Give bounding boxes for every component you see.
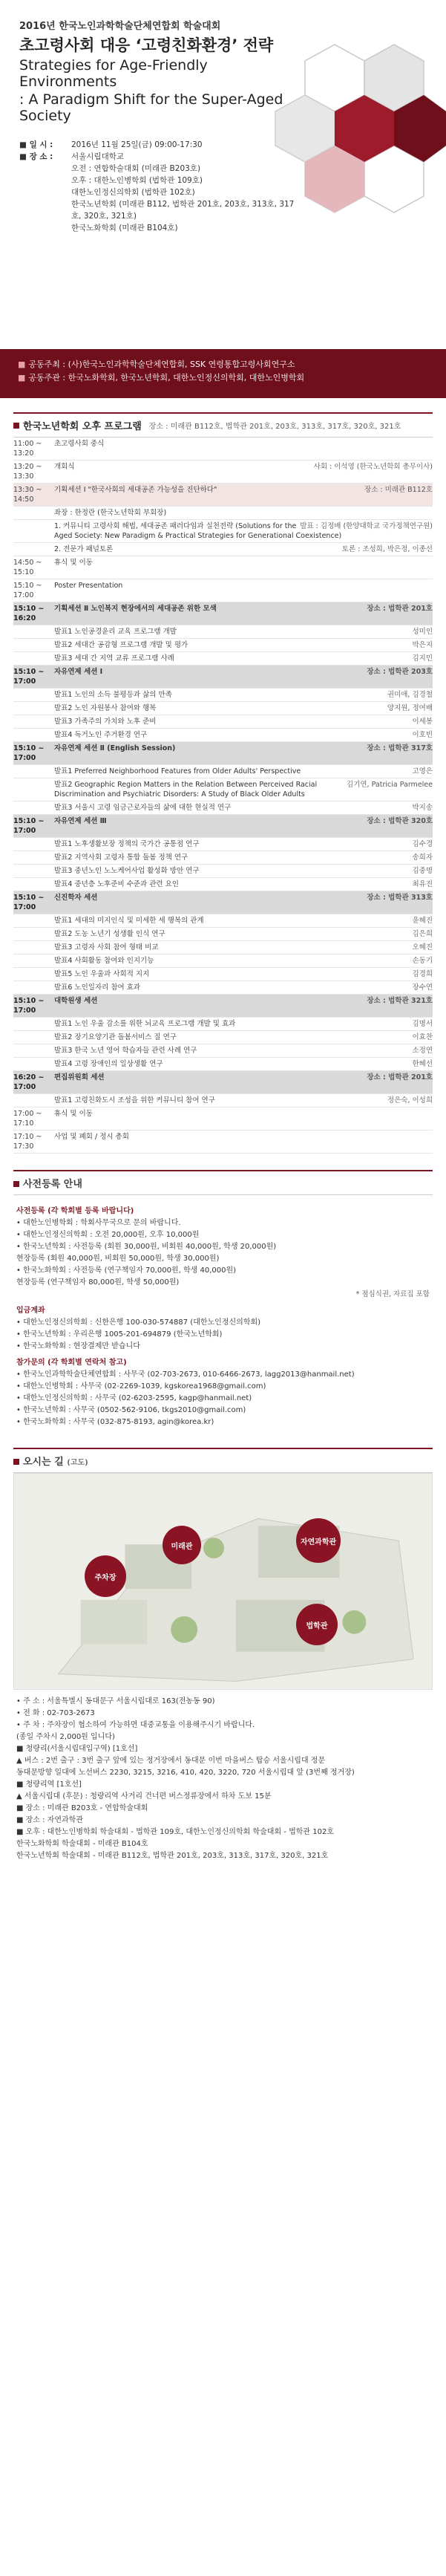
contact-line: • 대한노인병학회 : 사무국 (02-2269-1039, kgskorea1968@gmail.com) xyxy=(16,1382,266,1391)
program-row xyxy=(13,995,433,1018)
program-row xyxy=(13,520,433,543)
program-row xyxy=(13,941,433,954)
contact-line: • 한국노년학회 : 사무국 (0502-562-9106, tkgs2010@gmail.com) xyxy=(16,1406,246,1414)
program-speaker: 김지민 xyxy=(412,654,433,663)
program-body xyxy=(54,853,433,862)
program-row xyxy=(13,1094,433,1108)
program-body xyxy=(54,1073,433,1092)
program-body xyxy=(54,508,433,518)
program-speaker: 성미인 xyxy=(412,628,433,636)
program-header xyxy=(13,412,433,438)
program-body xyxy=(54,780,433,799)
program-body xyxy=(54,1059,433,1069)
program-body xyxy=(54,943,433,952)
program-text: 발표1 노인 우울 감소를 위한 뇌교육 프로그램 개발 및 효과 xyxy=(54,1020,236,1028)
program-text: 발표3 고령자 사회 참여 형태 비교 xyxy=(54,943,159,952)
hero-banner xyxy=(0,0,446,399)
program-row xyxy=(13,968,433,981)
program-body xyxy=(54,803,433,813)
program-row xyxy=(13,666,433,689)
program-speaker: 장수연 xyxy=(412,983,433,992)
program-body xyxy=(54,916,433,926)
account-line: • 한국노화학회 : 현장결제만 받습니다 xyxy=(16,1342,140,1350)
conference-title-en-1: Strategies for Age-Friendly Environments xyxy=(19,57,208,90)
contact-list xyxy=(16,1369,430,1428)
program-body xyxy=(54,654,433,663)
program-body xyxy=(54,969,433,979)
conference-subtitle: 2016년 한국노인과학학술단체연합회 학술대회 xyxy=(19,21,221,32)
program-row xyxy=(13,815,433,838)
program-body xyxy=(54,1109,433,1128)
program-time xyxy=(13,1059,54,1069)
program-text: 기획세션 Ⅰ "한국사회의 세대공존 가능성을 진단하다" xyxy=(54,486,217,494)
section-marker-icon xyxy=(13,1181,19,1187)
direction-line: ■ 청량리역 [1호선] xyxy=(16,1780,82,1789)
program-text: 발표6 노인일자리 참여 효과 xyxy=(54,983,141,992)
program-time: 14:50 ~ 15:10 xyxy=(13,559,42,576)
program-body xyxy=(54,627,433,637)
program-body xyxy=(54,744,433,763)
program-table xyxy=(13,438,433,1154)
program-time: 15:10 ~ 17:00 xyxy=(13,744,45,762)
registration-header xyxy=(13,1170,433,1195)
program-text: 신진학자 세션 xyxy=(54,894,98,902)
program-body xyxy=(54,640,433,650)
program-body xyxy=(54,767,433,776)
program-text: 휴식 및 이동 xyxy=(54,559,93,567)
program-text: 발표4 사회활동 참여와 인지기능 xyxy=(54,957,154,965)
contact-line: • 한국노인과학학술단체연합회 : 사무국 (02-703-2673, 010-6466-2673, lagg2013@hanmail.net) xyxy=(16,1370,355,1379)
program-text: 개회식 xyxy=(54,463,75,471)
program-speaker: 손동기 xyxy=(412,957,433,965)
program-text: 발표3 세대 간 지역 교류 프로그램 사례 xyxy=(54,654,174,663)
program-text: 2. 전문가 패널토론 xyxy=(54,545,114,553)
account-title: 입금계좌 xyxy=(16,1307,45,1315)
venue-line: 오후 : 대한노인병학회 (법학관 109호) xyxy=(71,176,203,185)
direction-line: • 전 화 : 02-703-2673 xyxy=(16,1709,95,1717)
registration-section xyxy=(13,1170,433,1434)
program-row xyxy=(13,484,433,507)
contact-line: • 대한노인정신의학회 : 사무국 (02-6203-2595, kagp@hanmail.net) xyxy=(16,1394,252,1402)
program-time: 13:20 ~ 13:30 xyxy=(13,463,42,481)
host-value: (사)한국노인과학학술단체연합회, SSK 연령통합고령사회연구소 xyxy=(68,360,295,369)
program-text: 좌장 : 한정란 (한국노년학회 부회장) xyxy=(54,509,167,517)
program-row xyxy=(13,742,433,765)
program-text: 발표4 고령 장애인의 일상생활 연구 xyxy=(54,1060,163,1068)
program-body xyxy=(54,558,433,577)
program-text: 발표1 Preferred Neighborhood Features from Older Adults' Perspective xyxy=(54,767,301,775)
program-row xyxy=(13,981,433,995)
program-body xyxy=(54,462,433,481)
program-speaker: 이세봉 xyxy=(412,718,433,726)
fee-line: • 대한노인정신의학회 : 오전 20,000원, 오후 10,000원 xyxy=(16,1231,200,1239)
program-time xyxy=(13,703,54,713)
program-body xyxy=(54,690,433,700)
program-text: 대학원생 세션 xyxy=(54,997,98,1005)
program-time xyxy=(13,983,54,992)
program-speaker: 발표 : 김정배 (한양대학교 국가정책연구원) xyxy=(300,522,433,530)
program-body xyxy=(54,703,433,713)
program-body xyxy=(54,1132,433,1151)
program-time xyxy=(13,521,54,541)
program-row xyxy=(13,838,433,851)
program-text: 발표3 한국 노년 영어 학습자들 관련 사례 연구 xyxy=(54,1047,197,1055)
fee-line: • 대한노인병학회 : 학회사무국으로 문의 바랍니다. xyxy=(16,1219,181,1227)
contact-title: 참가문의 (각 학회별 연락처 참고) xyxy=(16,1359,127,1367)
program-speaker: 장소 : 법학관 203호 xyxy=(367,668,433,676)
program-text: 발표1 노인의 소득 불평등과 삶의 만족 xyxy=(54,691,172,699)
program-text: Poster Presentation xyxy=(54,582,123,590)
event-info xyxy=(19,139,301,234)
program-body xyxy=(54,604,433,623)
venue-line: 한국노화학회 (미래관 B104호) xyxy=(71,224,178,232)
direction-line: ■ 오후 : 대한노인병학회 학술대회 - 법학관 109호, 대한노인정신의학회 학술대회 - 법학관 102호 xyxy=(16,1828,334,1836)
program-row xyxy=(13,851,433,865)
program-speaker: 토론 : 조성희, 박은정, 이종선 xyxy=(341,545,433,553)
program-row xyxy=(13,891,433,914)
conference-title: 초고령사회 대응 ‘고령친화환경’ 전략 xyxy=(19,36,274,54)
program-section xyxy=(0,412,446,1868)
program-time xyxy=(13,803,54,813)
program-text: 발표2 Geographic Region Matters in the Relation Between Perceived Racial Discrimination and Psychiatric Disorders: A Study of Black Older Adults xyxy=(54,781,318,799)
program-time xyxy=(13,544,54,554)
program-speaker: 장소 : 법학관 313호 xyxy=(367,894,433,902)
program-speaker: 김명서 xyxy=(412,1020,433,1028)
program-text: 초고령사회 중식 xyxy=(54,440,105,448)
direction-line: 한국노년학회 학술대회 - 미래관 B112호, 법학관 201호, 203호, 313호, 317호, 320호, 321호 xyxy=(16,1852,329,1860)
program-place: 장소 : 미래관 B112호, 법학관 201호, 203호, 313호, 317호, 320호, 321호 xyxy=(148,423,401,431)
venue-line: 대한노인정신의학회 (법학관 102호) xyxy=(71,188,195,197)
program-speaker: 장소 : 법학관 320호 xyxy=(367,817,433,825)
fee-line: 현장등록 (회원 40,000원, 비회원 50,000원, 학생 30,000원) xyxy=(16,1255,220,1263)
program-body xyxy=(54,521,433,541)
program-time xyxy=(13,690,54,700)
program-time xyxy=(13,916,54,926)
program-speaker: 김경희 xyxy=(412,970,433,978)
program-row xyxy=(13,1031,433,1044)
account-line: • 대한노인정신의학회 : 신한은행 100-030-574887 (대한노인정신의학회) xyxy=(16,1318,261,1327)
direction-line: ■ 장소 : 미래관 B203호 - 연합학술대회 xyxy=(16,1804,148,1812)
building-marker-mirae: 미래관 xyxy=(163,1526,201,1564)
direction-line: ▲ 서울시립대 (후문) : 청량리역 사거리 건너편 버스정류장에서 하차 도보 15분 xyxy=(16,1792,272,1801)
registration-body xyxy=(13,1195,433,1434)
program-row xyxy=(13,461,433,484)
program-speaker: 최유진 xyxy=(412,880,433,888)
program-text: 발표2 도농 노년기 성생활 인식 연구 xyxy=(54,930,165,938)
program-time: 15:10 ~ 17:00 xyxy=(13,997,45,1015)
program-time xyxy=(13,839,54,849)
program-speaker: 정은숙, 이성희 xyxy=(387,1096,433,1105)
program-row xyxy=(13,1044,433,1058)
date-label: ■ 일 시 : xyxy=(19,140,53,149)
program-body xyxy=(54,439,433,458)
program-body xyxy=(54,816,433,836)
program-row xyxy=(13,914,433,928)
organizer-value: 한국노화학회, 한국노년학회, 대한노인정신의학회, 대한노인병학회 xyxy=(68,373,305,383)
fee-line: • 한국노화학회 : 사전등록 (연구책임자 70,000원, 학생 40,000원) xyxy=(16,1266,237,1275)
program-row xyxy=(13,543,433,556)
fee-note: * 점심식권, 자료집 포함 xyxy=(355,1290,430,1298)
program-row xyxy=(13,729,433,742)
program-row xyxy=(13,928,433,941)
direction-line: ▲ 버스 : 2번 출구 : 3번 출구 앞에 있는 정거장에서 동대문 이번 마을버스 탑승 서울시립대 정문 xyxy=(16,1757,326,1765)
program-time: 15:10 ~ 17:00 xyxy=(13,894,45,911)
program-speaker: 김기연, Patricia Parmelee xyxy=(347,781,433,789)
program-row xyxy=(13,715,433,729)
direction-line: • 주 차 : 주차장이 협소하여 가능하면 대중교통을 이용해주시기 바랍니다. xyxy=(16,1721,255,1729)
program-row xyxy=(13,702,433,715)
program-speaker: 고영은 xyxy=(412,767,433,775)
program-speaker: 사회 : 이석영 (한국노년학회 총무이사) xyxy=(313,463,433,471)
fee-title: 사전등록 (각 학회별 등록 바랍니다) xyxy=(16,1207,134,1215)
program-row xyxy=(13,778,433,801)
program-row xyxy=(13,765,433,778)
program-speaker: 장소 : 미래관 B112호 xyxy=(364,486,433,494)
program-text: 편집위원회 세션 xyxy=(54,1073,105,1082)
program-body xyxy=(54,1019,433,1029)
program-body xyxy=(54,929,433,939)
venue-line: 오전 : 연합학술대회 (미래관 B203호) xyxy=(71,164,201,173)
program-speaker: 윤혜진 xyxy=(412,917,433,925)
program-speaker: 김중명 xyxy=(412,867,433,875)
directions-title: 오시는 길 xyxy=(23,1457,64,1468)
program-speaker: 장소 : 법학관 201호 xyxy=(367,1073,433,1082)
program-text: 자유연제 세션 Ⅲ xyxy=(54,817,107,825)
date-value: 2016년 11월 25일(금) 09:00-17:30 xyxy=(71,140,203,149)
program-body xyxy=(54,879,433,889)
program-time: 17:00 ~ 17:10 xyxy=(13,1110,42,1128)
program-text: 발표3 중년노인 노노케어사업 활성화 방안 연구 xyxy=(54,867,200,875)
program-speaker: 김수경 xyxy=(412,840,433,848)
program-body xyxy=(54,1046,433,1056)
campus-map xyxy=(13,1473,433,1690)
directions-text xyxy=(13,1690,433,1868)
program-time: 17:10 ~ 17:30 xyxy=(13,1133,42,1151)
program-speaker: 장소 : 법학관 321호 xyxy=(367,997,433,1005)
building-marker-science: 자연과학관 xyxy=(296,1518,341,1563)
program-time: 13:30 ~ 14:50 xyxy=(13,486,42,504)
program-body xyxy=(54,866,433,876)
program-time xyxy=(13,929,54,939)
program-title: 한국노년학회 오후 프로그램 xyxy=(23,421,142,432)
program-text: 발표2 노인 자원봉사 참여와 행복 xyxy=(54,704,157,712)
program-row xyxy=(13,1071,433,1094)
program-time xyxy=(13,640,54,650)
program-speaker: 박은지 xyxy=(412,641,433,649)
program-time xyxy=(13,866,54,876)
conference-title-en-2: : A Paradigm Shift for the Super-Aged Society xyxy=(19,91,283,124)
program-time xyxy=(13,943,54,952)
program-row xyxy=(13,1108,433,1131)
program-body xyxy=(54,996,433,1015)
program-row xyxy=(13,878,433,891)
program-speaker: 김은희 xyxy=(412,930,433,938)
program-body xyxy=(54,1096,433,1105)
program-text: 발표1 세대의 미지인식 및 미세한 세 행복의 관계 xyxy=(54,917,204,925)
program-row xyxy=(13,865,433,878)
program-row xyxy=(13,652,433,666)
program-body xyxy=(54,839,433,849)
program-time xyxy=(13,767,54,776)
program-text: 발표4 중년층 노후준비 수준과 관련 요인 xyxy=(54,880,179,888)
program-body xyxy=(54,544,433,554)
program-row xyxy=(13,556,433,579)
venue-value: 서울시립대학교 xyxy=(71,152,125,161)
program-text: 발표4 독거노인 주거환경 연구 xyxy=(54,731,148,739)
program-speaker: 장소 : 법학관 201호 xyxy=(367,605,433,613)
program-time xyxy=(13,853,54,862)
direction-line: (종일 주차시 2,000원 입니다) xyxy=(16,1733,115,1741)
program-speaker: 이효찬 xyxy=(412,1033,433,1041)
direction-line: 한국노화학회 학술대회 - 미래관 B104호 xyxy=(16,1840,148,1848)
program-time xyxy=(13,1032,54,1042)
directions-section xyxy=(13,1448,433,1868)
account-line: • 한국노년학회 : 우리은행 1005-201-694879 (한국노년학회) xyxy=(16,1330,223,1339)
program-time: 15:10 ~ 17:00 xyxy=(13,668,45,686)
program-row xyxy=(13,625,433,639)
section-marker-icon xyxy=(13,1459,19,1465)
direction-line: ■ 청량리(서울시립대입구역) [1호선] xyxy=(16,1745,138,1753)
program-body xyxy=(54,581,433,600)
program-text: 발표3 가족주의 가치와 노후 준비 xyxy=(54,718,157,726)
program-row xyxy=(13,1131,433,1154)
program-row xyxy=(13,954,433,968)
program-body xyxy=(54,983,433,992)
program-body xyxy=(54,956,433,966)
contact-line: • 한국노화학회 : 사무국 (032-875-8193, agin@korea.kr) xyxy=(16,1418,214,1426)
program-text: 발표2 지역사회 고령자 통합 돌봄 정책 연구 xyxy=(54,853,188,862)
program-row xyxy=(13,438,433,461)
program-text: 자유연제 세션 Ⅰ xyxy=(54,668,103,676)
program-text: 기획세션 Ⅱ 노인복지 현장에서의 세대공존 위한 모색 xyxy=(54,605,217,613)
program-speaker: 권미애, 김경철 xyxy=(387,691,433,699)
program-body xyxy=(54,1032,433,1042)
fee-line: 현장등록 (연구책임자 80,000원, 학생 50,000원) xyxy=(16,1278,180,1287)
program-time xyxy=(13,1096,54,1105)
program-row xyxy=(13,602,433,625)
program-time xyxy=(13,1019,54,1029)
program-time xyxy=(13,730,54,740)
program-speaker: 송희자 xyxy=(412,853,433,862)
program-row xyxy=(13,801,433,815)
fee-list xyxy=(16,1217,430,1289)
building-marker-parking: 주차장 xyxy=(85,1555,126,1597)
program-text: 발표5 노인 우울과 사회적 지지 xyxy=(54,970,150,978)
program-speaker: 장소 : 법학관 317호 xyxy=(367,744,433,752)
direction-line: • 주 소 : 서울특별시 동대문구 서울시립대로 163(전농동 90) xyxy=(16,1697,215,1705)
program-row xyxy=(13,507,433,520)
program-body xyxy=(54,717,433,726)
program-text: 자유연제 세션 Ⅱ (English Session) xyxy=(54,744,176,752)
directions-header xyxy=(13,1448,433,1473)
program-text: 발표3 서울시 고령 임금근로자들의 삶에 대한 현실적 연구 xyxy=(54,804,232,812)
program-time xyxy=(13,879,54,889)
program-text: 1. 커뮤니티 고령사회 해법, 세대공존 패러다임과 실천전략 (Solutions for the Aged Society: New Paradigm & Practical Strategies for Generational Coexistence) xyxy=(54,522,342,540)
program-speaker: 박지송 xyxy=(412,804,433,812)
organizer-banner: ■ 공동주최 : (사)한국노인과학학술단체연합회, SSK 연령통합고령사회연구소 ■ 공동주관 : 한국노화학회, 한국노년학회, 대한노인정신의학회, 대한노인병학회 xyxy=(0,349,446,398)
program-speaker: 소정연 xyxy=(412,1047,433,1055)
program-time xyxy=(13,1046,54,1056)
program-row xyxy=(13,579,433,602)
program-time: 15:10 ~ 17:00 xyxy=(13,582,42,599)
program-body xyxy=(54,730,433,740)
program-text: 발표2 세대간 공감형 프로그램 개발 및 평가 xyxy=(54,641,188,649)
program-time: 15:10 ~ 17:00 xyxy=(13,817,45,835)
program-text: 발표1 노후생활보장 정책의 국가간 공통점 연구 xyxy=(54,840,200,848)
program-time xyxy=(13,956,54,966)
program-time xyxy=(13,508,54,518)
program-time xyxy=(13,627,54,637)
program-text: 발표1 노인공경윤리 교육 프로그램 개발 xyxy=(54,628,177,636)
program-time: 15:10 ~ 16:20 xyxy=(13,605,45,622)
campus-map-illustration xyxy=(14,1474,432,1689)
program-row xyxy=(13,1058,433,1071)
direction-line: ■ 장소 : 자연과학관 xyxy=(16,1816,83,1824)
program-row xyxy=(13,689,433,702)
venue-line: 한국노년학회 (미래관 B112, 법학관 201호, 203호, 313호, 317호, 320호, 321호) xyxy=(71,200,295,221)
venue-label: ■ 장 소 : xyxy=(19,152,53,161)
program-time xyxy=(13,969,54,979)
program-row xyxy=(13,639,433,652)
account-list xyxy=(16,1317,430,1353)
program-body xyxy=(54,485,433,504)
program-body xyxy=(54,667,433,686)
direction-line: 동대문방향 일대에 노선버스 2230, 3215, 3216, 410, 420, 3220, 720 서울시립대 앞 (3번째 정거장) xyxy=(16,1769,355,1777)
program-text: 발표1 고령친화도시 조성을 위한 커뮤니티 참여 연구 xyxy=(54,1096,215,1105)
organizer-label: 공동주관 : xyxy=(28,373,66,383)
program-text: 발표2 장기요양기관 돌봄서비스 질 연구 xyxy=(54,1033,177,1041)
program-body xyxy=(54,893,433,912)
program-speaker: 이호빈 xyxy=(412,731,433,739)
section-marker-icon xyxy=(13,423,19,429)
program-time: 16:20 ~ 17:00 xyxy=(13,1073,45,1091)
building-marker-law: 법학관 xyxy=(296,1604,338,1645)
program-speaker: 오혜진 xyxy=(412,943,433,952)
program-speaker: 양지원, 정여배 xyxy=(387,704,433,712)
directions-subtitle: (고도) xyxy=(67,1459,88,1467)
program-time xyxy=(13,780,54,799)
fee-line: • 한국노년학회 : 사전등록 (회원 30,000원, 비회원 40,000원, 학생 20,000원) xyxy=(16,1243,277,1251)
program-text: 사업 및 폐회 / 정시 총회 xyxy=(54,1133,129,1141)
program-time xyxy=(13,654,54,663)
program-speaker: 한혜선 xyxy=(412,1060,433,1068)
program-text: 휴식 및 이동 xyxy=(54,1110,93,1118)
program-row xyxy=(13,1018,433,1031)
host-label: 공동주최 : xyxy=(28,360,66,369)
program-time: 11:00 ~ 13:20 xyxy=(13,440,42,458)
registration-title: 사전등록 안내 xyxy=(23,1179,82,1190)
program-time xyxy=(13,717,54,726)
